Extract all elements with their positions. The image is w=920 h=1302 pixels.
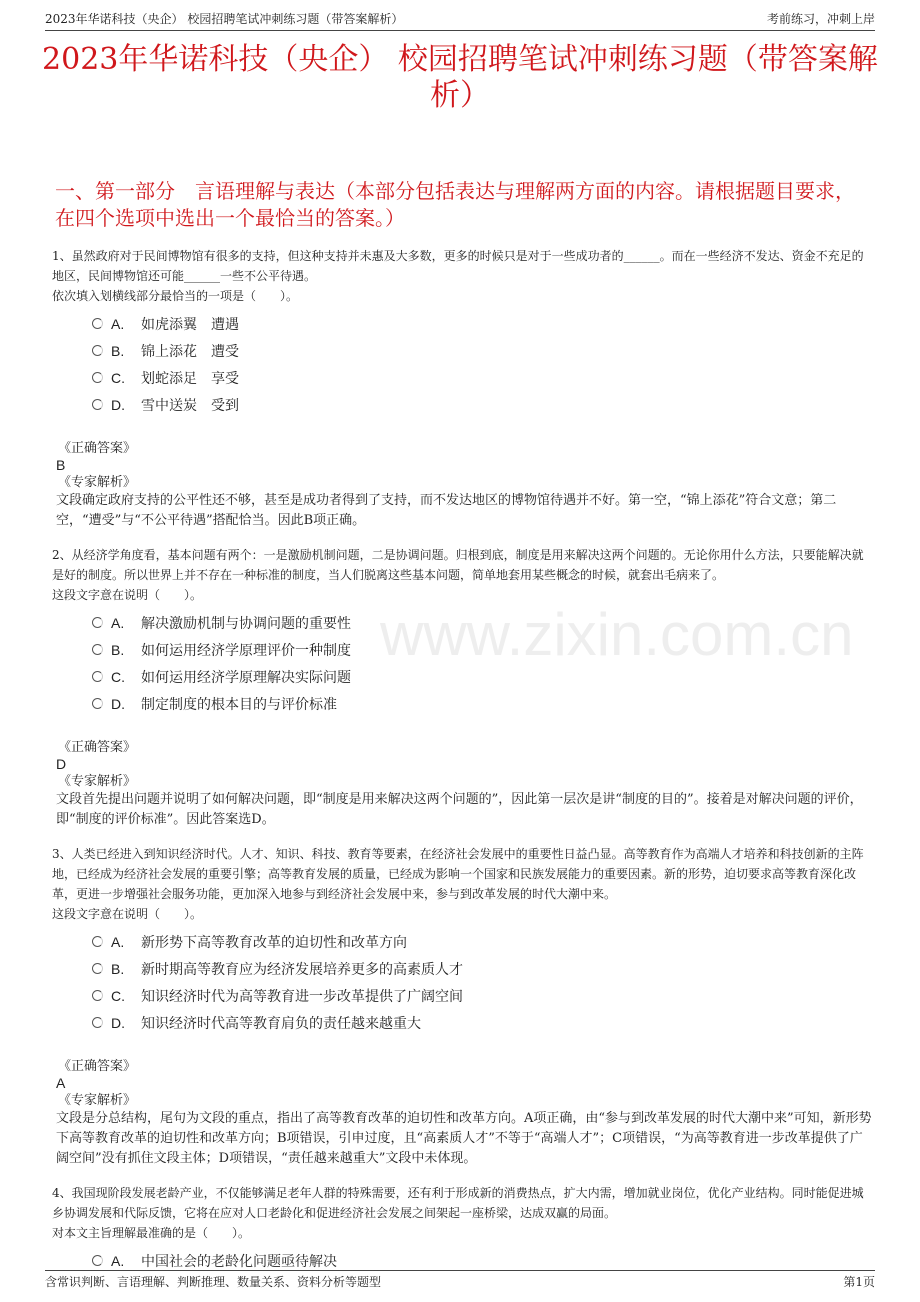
option-text: 解决激励机制与协调问题的重要性 (141, 615, 351, 632)
page-footer (45, 1270, 875, 1290)
option-letter: A. (111, 614, 125, 631)
question-stem: 2、从经济学角度看，基本问题有两个：一是激励机制问题，二是协调问题。归根到底，制度是用来解决这两个问题的。无论你用什么方法，只要能解决就是好的制度。所以世界上并不存在一种标准的制度，当人们脱离这些基本问题，简单地套用某些概念的时候，就套出毛病来了。 (52, 548, 864, 582)
analysis-text: 文段是分总结构，尾句为文段的重点，指出了高等教育改革的迫切性和改革方向。A项正确，由“参与到改革发展的时代大潮中来”可知，新形势下高等教育改革的迫切性和改革方向；B项错误，引申过度，且“高素质人才”不等于“高端人才”；C项错误，“为高等教育进一步改革提供了广阔空间”没有抓住文段主体；D项错误，“责任越来越重大”文段中未体现。 (56, 1111, 872, 1166)
question (52, 1183, 872, 1274)
option[interactable] (92, 391, 872, 418)
option[interactable] (92, 663, 872, 690)
question-stem: 1、虽然政府对于民间博物馆有很多的支持，但这种支持并未惠及大多数，更多的时候只是对于一些成功者的______。而在一些经济不发达、资金不充足的地区，民间博物馆还可能______一些不公平待遇。 (52, 249, 864, 283)
option-text: 如何运用经济学原理评价一种制度 (141, 642, 351, 659)
question (52, 844, 872, 1169)
options (92, 609, 872, 717)
page-number: 第1页 (843, 1275, 875, 1289)
section-heading: 一、第一部分 言语理解与表达（本部分包括表达与理解两方面的内容。请根据题目要求，在四个选项中选出一个最恰当的答案。） (55, 179, 855, 230)
header-doc-title: 2023年华诺科技（央企） 校园招聘笔试冲刺练习题（带答案解析） (45, 12, 404, 26)
option-letter: D. (111, 695, 125, 712)
radio-icon[interactable] (92, 671, 103, 682)
radio-icon[interactable] (92, 644, 103, 655)
option[interactable] (92, 928, 872, 955)
question-stem: 3、人类已经进入到知识经济时代。人才、知识、科技、教育等要素，在经济社会发展中的重要性日益凸显。高等教育作为高端人才培养和科技创新的主阵地，已经成为经济社会发展的重要引擎；高等教育发展的质量，已经成为影响一个国家和民族发展能力的重要因素。新的形势，迫切要求高等教育深化改革，更进一步增强社会服务功能，更加深入地参与到经济社会发展中来，参与到改革发展的时代大潮中来。 (52, 847, 864, 901)
option[interactable] (92, 690, 872, 717)
analysis-text: 文段首先提出问题并说明了如何解决问题，即“制度是用来解决这两个问题的”，因此第一层次是讲“制度的目的”。接着是对解决问题的评价，即“制度的评价标准”。因此答案选D。 (56, 792, 863, 827)
footer-note: 含常识判断、言语理解、判断推理、数量关系、资料分析等题型 (45, 1275, 382, 1289)
correct-answer: A (56, 1075, 66, 1091)
correct-answer: D (56, 756, 67, 772)
radio-icon[interactable] (92, 345, 103, 356)
question-prompt: 依次填入划横线部分最恰当的一项是（ ）。 (52, 289, 299, 303)
option-letter: C. (111, 987, 125, 1004)
page-header (45, 10, 875, 31)
question-prompt: 这段文字意在说明（ ）。 (52, 588, 203, 602)
radio-icon[interactable] (92, 963, 103, 974)
options (92, 928, 872, 1036)
option-text: 如虎添翼 遭遇 (141, 316, 239, 333)
option-text: 知识经济时代高等教育肩负的责任越来越重大 (141, 1015, 421, 1032)
option-text: 制定制度的根本目的与评价标准 (141, 696, 337, 713)
radio-icon[interactable] (92, 617, 103, 628)
option-text: 中国社会的老龄化问题亟待解决 (141, 1253, 337, 1270)
option-letter: B. (111, 960, 125, 977)
document-title: 2023年华诺科技（央企） 校园招聘笔试冲刺练习题（带答案解析） (42, 42, 878, 113)
option-text: 雪中送炭 受到 (141, 397, 239, 414)
option[interactable] (92, 636, 872, 663)
option[interactable] (92, 955, 872, 982)
radio-icon[interactable] (92, 698, 103, 709)
option-letter: A. (111, 933, 125, 950)
option[interactable] (92, 337, 872, 364)
option[interactable] (92, 982, 872, 1009)
option-letter: D. (111, 1014, 125, 1031)
option-text: 划蛇添足 享受 (141, 370, 239, 387)
option-text: 知识经济时代为高等教育进一步改革提供了广阔空间 (141, 988, 463, 1005)
analysis-text: 文段确定政府支持的公平性还不够，甚至是成功者得到了支持，而不发达地区的博物馆待遇并不好。第一空，“锦上添花”符合文意；第二空，“遭受”与“不公平待遇”搭配恰当。因此B项正确。 (56, 493, 837, 528)
option-letter: B. (111, 342, 125, 359)
questions-list (52, 246, 872, 1296)
analysis-label: 《专家解析》 (58, 774, 137, 789)
question-stem: 4、我国现阶段发展老龄产业，不仅能够满足老年人群的特殊需要，还有利于形成新的消费热点，扩大内需，增加就业岗位，优化产业结构。同时能促进城乡协调发展和代际反馈，它将在应对人口老龄化和促进经济社会发展之间架起一座桥梁，达成双赢的局面。 (52, 1186, 864, 1220)
option-letter: C. (111, 369, 125, 386)
option[interactable] (92, 364, 872, 391)
option-text: 新形势下高等教育改革的迫切性和改革方向 (141, 934, 407, 951)
answer-label: 《正确答案》 (58, 1059, 137, 1074)
option-letter: A. (111, 1252, 125, 1269)
options (92, 310, 872, 418)
option-text: 锦上添花 遭受 (141, 343, 239, 360)
radio-icon[interactable] (92, 399, 103, 410)
radio-icon[interactable] (92, 936, 103, 947)
question (52, 545, 872, 830)
radio-icon[interactable] (92, 1017, 103, 1028)
radio-icon[interactable] (92, 990, 103, 1001)
question (52, 246, 872, 531)
option-letter: C. (111, 668, 125, 685)
watermark: www.zixin.com.cn (380, 601, 854, 668)
option-letter: B. (111, 641, 125, 658)
question-prompt: 对本文主旨理解最准确的是（ ）。 (52, 1226, 251, 1240)
analysis-label: 《专家解析》 (58, 1093, 137, 1108)
option[interactable] (92, 609, 872, 636)
radio-icon[interactable] (92, 318, 103, 329)
option-letter: D. (111, 396, 125, 413)
option[interactable] (92, 1009, 872, 1036)
option-text: 如何运用经济学原理解决实际问题 (141, 669, 351, 686)
option[interactable] (92, 310, 872, 337)
radio-icon[interactable] (92, 1255, 103, 1266)
answer-label: 《正确答案》 (58, 441, 137, 456)
header-slogan: 考前练习，冲刺上岸 (766, 12, 875, 26)
correct-answer: B (56, 457, 66, 473)
option-text: 新时期高等教育应为经济发展培养更多的高素质人才 (141, 961, 463, 978)
option-letter: A. (111, 315, 125, 332)
question-prompt: 这段文字意在说明（ ）。 (52, 907, 203, 921)
analysis-label: 《专家解析》 (58, 475, 137, 490)
radio-icon[interactable] (92, 372, 103, 383)
answer-label: 《正确答案》 (58, 740, 137, 755)
